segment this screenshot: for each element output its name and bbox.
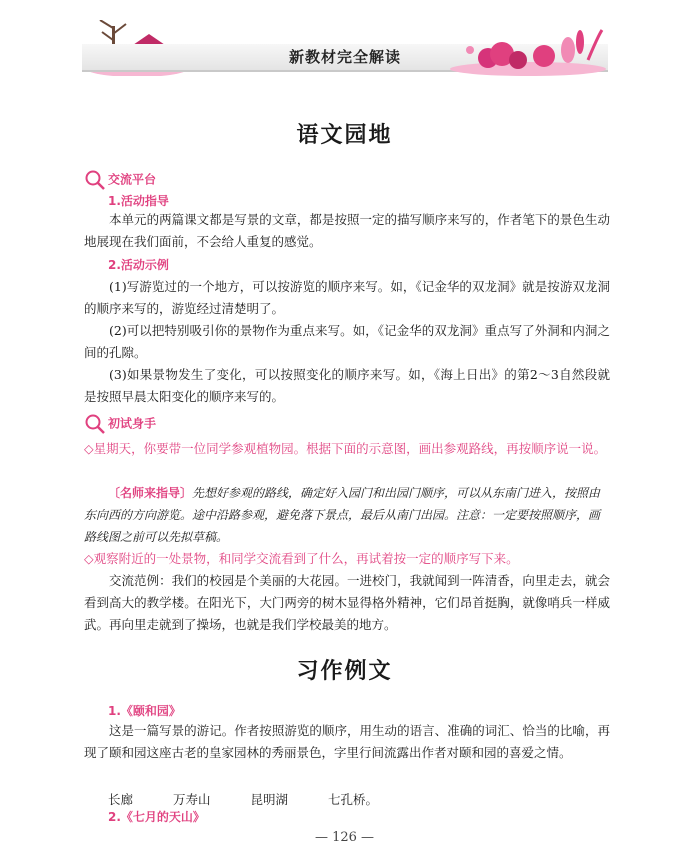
page-title: 语文园地 bbox=[296, 122, 393, 148]
activity-guide-heading: 1.活动指导 bbox=[108, 194, 169, 208]
sample-paragraph bbox=[84, 570, 610, 636]
page-header bbox=[82, 20, 608, 76]
magnifier-icon bbox=[84, 413, 106, 435]
list-item: 长廊 bbox=[108, 792, 134, 807]
task-2: ◇观察附近的一处景物，和同学交流看到了什么，再试着按一定的顺序写下来。 bbox=[84, 551, 519, 566]
paragraph-text: 这是一篇写景的游记。作者按照游览的顺序，用生动的语言、准确的词汇、恰当的比喻，再现了颐和园这座古老的皇家园林的秀丽景色，字里行间流露出作者对颐和园的喜爱之情。 bbox=[84, 723, 610, 760]
list-item: 昆明湖 bbox=[250, 792, 289, 807]
paragraph-text: (1)写游览过的一个地方，可以按游览的顺序来写。如，《记金华的双龙洞》就是按游双龙洞的顺序来写的，游览经过清楚明了。 bbox=[84, 279, 610, 316]
teacher-tip-text: 先想好参观的路线，确定好入园门和出园门顺序，可以从东南门进入，按照由东向西的方向游览。途中沿路参观，避免落下景点，最后从南门出园。注意：一定要按照顺序，画路线图之前可以先拟草稿。 bbox=[84, 486, 601, 544]
header-title: 新教材完全解读 bbox=[288, 48, 401, 66]
scenic-spots-list bbox=[108, 790, 414, 810]
section-heading-chushi bbox=[84, 412, 156, 434]
task-1: ◇星期天，你要带一位同学参观植物园。根据下面的示意图，画出参观路线，再按顺序说一说。 bbox=[84, 441, 607, 456]
teacher-tip bbox=[84, 482, 610, 548]
section-title-xizuo: 习作例文 bbox=[296, 658, 393, 684]
bunny-flower-decoration-icon bbox=[448, 20, 608, 76]
paragraph-text: 本单元的两篇课文都是写景的文章，都是按照一定的描写顺序来写的，作者笔下的景色生动地展现在我们面前，不会给人重复的感觉。 bbox=[84, 212, 610, 249]
paragraph-text: (2)可以把特别吸引你的景物作为重点来写。如，《记金华的双龙洞》重点写了外洞和内洞之间的孔隙。 bbox=[84, 323, 610, 360]
section-heading-label: 交流平台 bbox=[108, 172, 157, 187]
section-heading-jiaoliu bbox=[84, 168, 156, 190]
activity-example-heading: 2.活动示例 bbox=[108, 258, 169, 272]
example-paragraph-3 bbox=[84, 364, 610, 408]
magnifier-icon bbox=[84, 169, 106, 191]
paragraph-text: 交流范例：我们的校园是个美丽的大花园。一进校门，我就闻到一阵清香，向里走去，就会看到高大的教学楼。在阳光下，大门两旁的树木显得格外精神，它们昂首挺胸，就像哨兵一样威武。再向里走就到了操场，也就是我们学校最美的地方。 bbox=[84, 573, 610, 632]
example-essay-2-heading: 2.《七月的天山》 bbox=[108, 810, 205, 824]
teacher-tip-tag: 〔名师来指导〕 bbox=[108, 486, 193, 500]
example-paragraph-2 bbox=[84, 320, 610, 364]
list-item: 七孔桥。 bbox=[328, 792, 379, 807]
example-essay-1-heading: 1.《颐和园》 bbox=[108, 704, 181, 718]
paragraph-text: (3)如果景物发生了变化，可以按照变化的顺序来写。如，《海上日出》的第2～3自然段就是按照早晨太阳变化的顺序来写的。 bbox=[84, 367, 610, 404]
example-essay-1-paragraph bbox=[84, 720, 610, 764]
example-paragraph-1 bbox=[84, 276, 610, 320]
list-item: 万寿山 bbox=[173, 792, 211, 807]
page-number: — 126 — bbox=[314, 830, 375, 845]
section-heading-label: 初试身手 bbox=[108, 416, 157, 431]
activity-guide-paragraph bbox=[84, 209, 610, 253]
